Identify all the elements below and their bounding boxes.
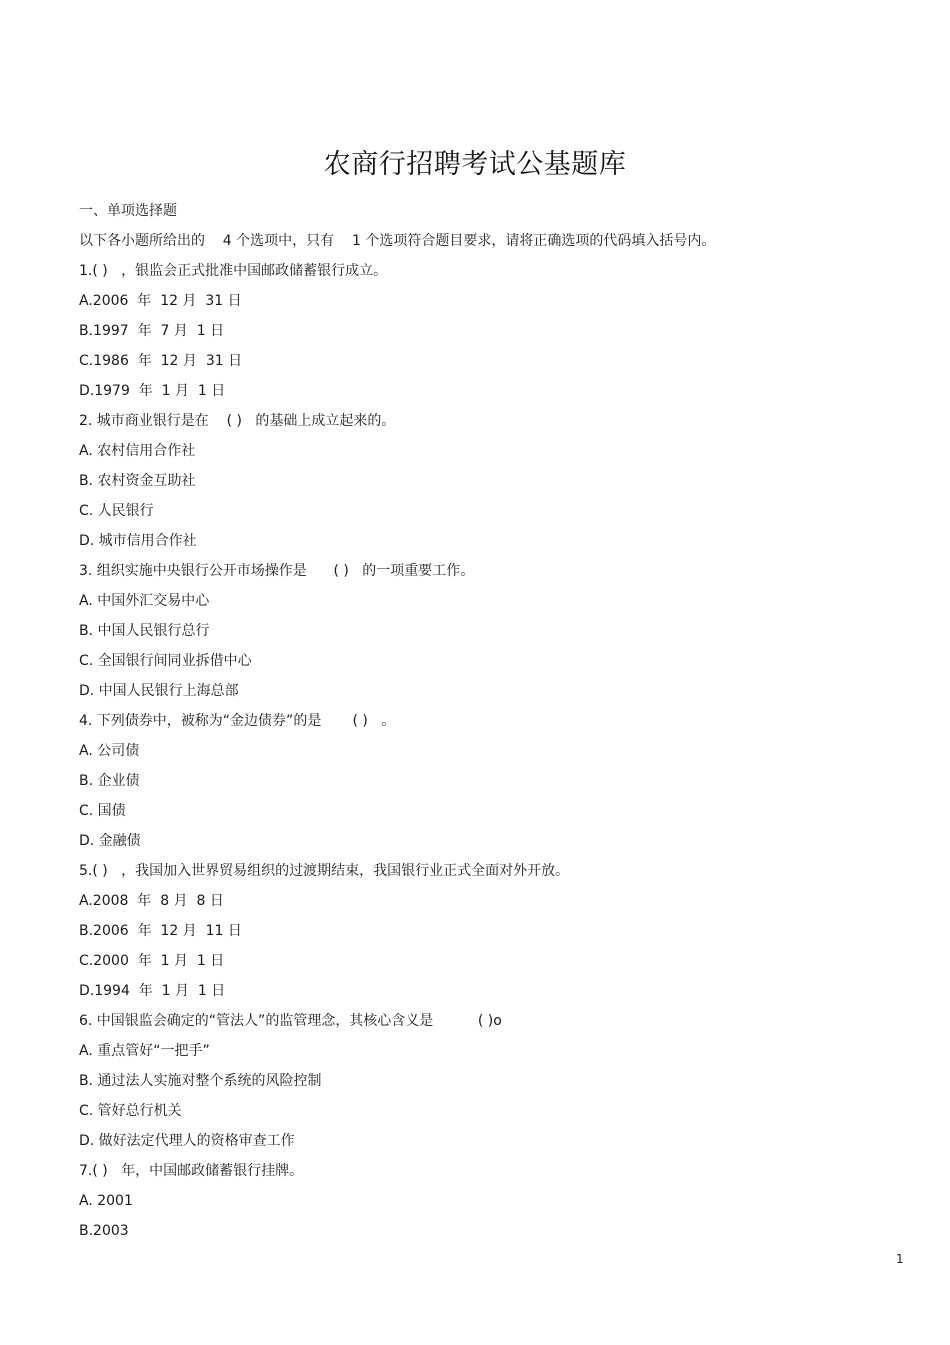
answer-option: C. 国债 (79, 803, 126, 819)
answer-option: B.2006 年 12 月 11 日 (79, 923, 242, 939)
answer-option: C.1986 年 12 月 31 日 (79, 353, 243, 369)
document-title: 农商行招聘考试公基题库 (323, 149, 627, 180)
answer-option: B. 农村资金互助社 (79, 473, 196, 489)
question-stem: 3. 组织实施中央银行公开市场操作是 ( ) 的一项重要工作。 (79, 563, 475, 579)
question-stem: 2. 城市商业银行是在 ( ) 的基础上成立起来的。 (79, 413, 396, 429)
answer-option: A. 2001 (79, 1193, 133, 1209)
answer-option: D. 城市信用合作社 (79, 533, 197, 549)
page-number: 1 (896, 1252, 904, 1266)
answer-option: A. 农村信用合作社 (79, 443, 196, 459)
section-heading: 一、单项选择题 (79, 203, 177, 219)
answer-option: A. 公司债 (79, 743, 140, 759)
answer-option: C. 全国银行间同业拆借中心 (79, 653, 252, 669)
answer-option: D.1994 年 1 月 1 日 (79, 983, 226, 999)
answer-option: B. 企业债 (79, 773, 140, 789)
answer-option: C. 管好总行机关 (79, 1103, 182, 1119)
answer-option: A.2008 年 8 月 8 日 (79, 893, 224, 909)
answer-option: B.1997 年 7 月 1 日 (79, 323, 225, 339)
answer-option: C. 人民银行 (79, 503, 154, 519)
answer-option: B. 通过法人实施对整个系统的风险控制 (79, 1073, 322, 1089)
question-stem: 1.( ) ，银监会正式批准中国邮政储蓄银行成立。 (79, 263, 388, 279)
answer-option: A. 重点管好“一把手” (79, 1043, 210, 1059)
answer-option: A. 中国外汇交易中心 (79, 593, 210, 609)
question-stem: 6. 中国银监会确定的“管法人”的监管理念，其核心含义是 ( )o (79, 1013, 502, 1029)
question-stem: 4. 下列债券中，被称为“金边债券”的是 ( ) 。 (79, 713, 396, 729)
answer-option: C.2000 年 1 月 1 日 (79, 953, 225, 969)
answer-option: A.2006 年 12 月 31 日 (79, 293, 242, 309)
instructions: 以下各小题所给出的 4 个选项中，只有 1 个选项符合题目要求，请将正确选项的代码填入括号内。 (79, 233, 716, 249)
answer-option: D. 中国人民银行上海总部 (79, 683, 239, 699)
question-stem: 7.( ) 年，中国邮政储蓄银行挂牌。 (79, 1163, 304, 1179)
answer-option: D. 金融债 (79, 833, 141, 849)
question-stem: 5.( ) ，我国加入世界贸易组织的过渡期结束，我国银行业正式全面对外开放。 (79, 863, 570, 879)
question-list (79, 196, 879, 1246)
answer-option: B. 中国人民银行总行 (79, 623, 210, 639)
answer-option: D.1979 年 1 月 1 日 (79, 383, 226, 399)
answer-option: D. 做好法定代理人的资格审查工作 (79, 1133, 295, 1149)
answer-option: B.2003 (79, 1223, 129, 1239)
